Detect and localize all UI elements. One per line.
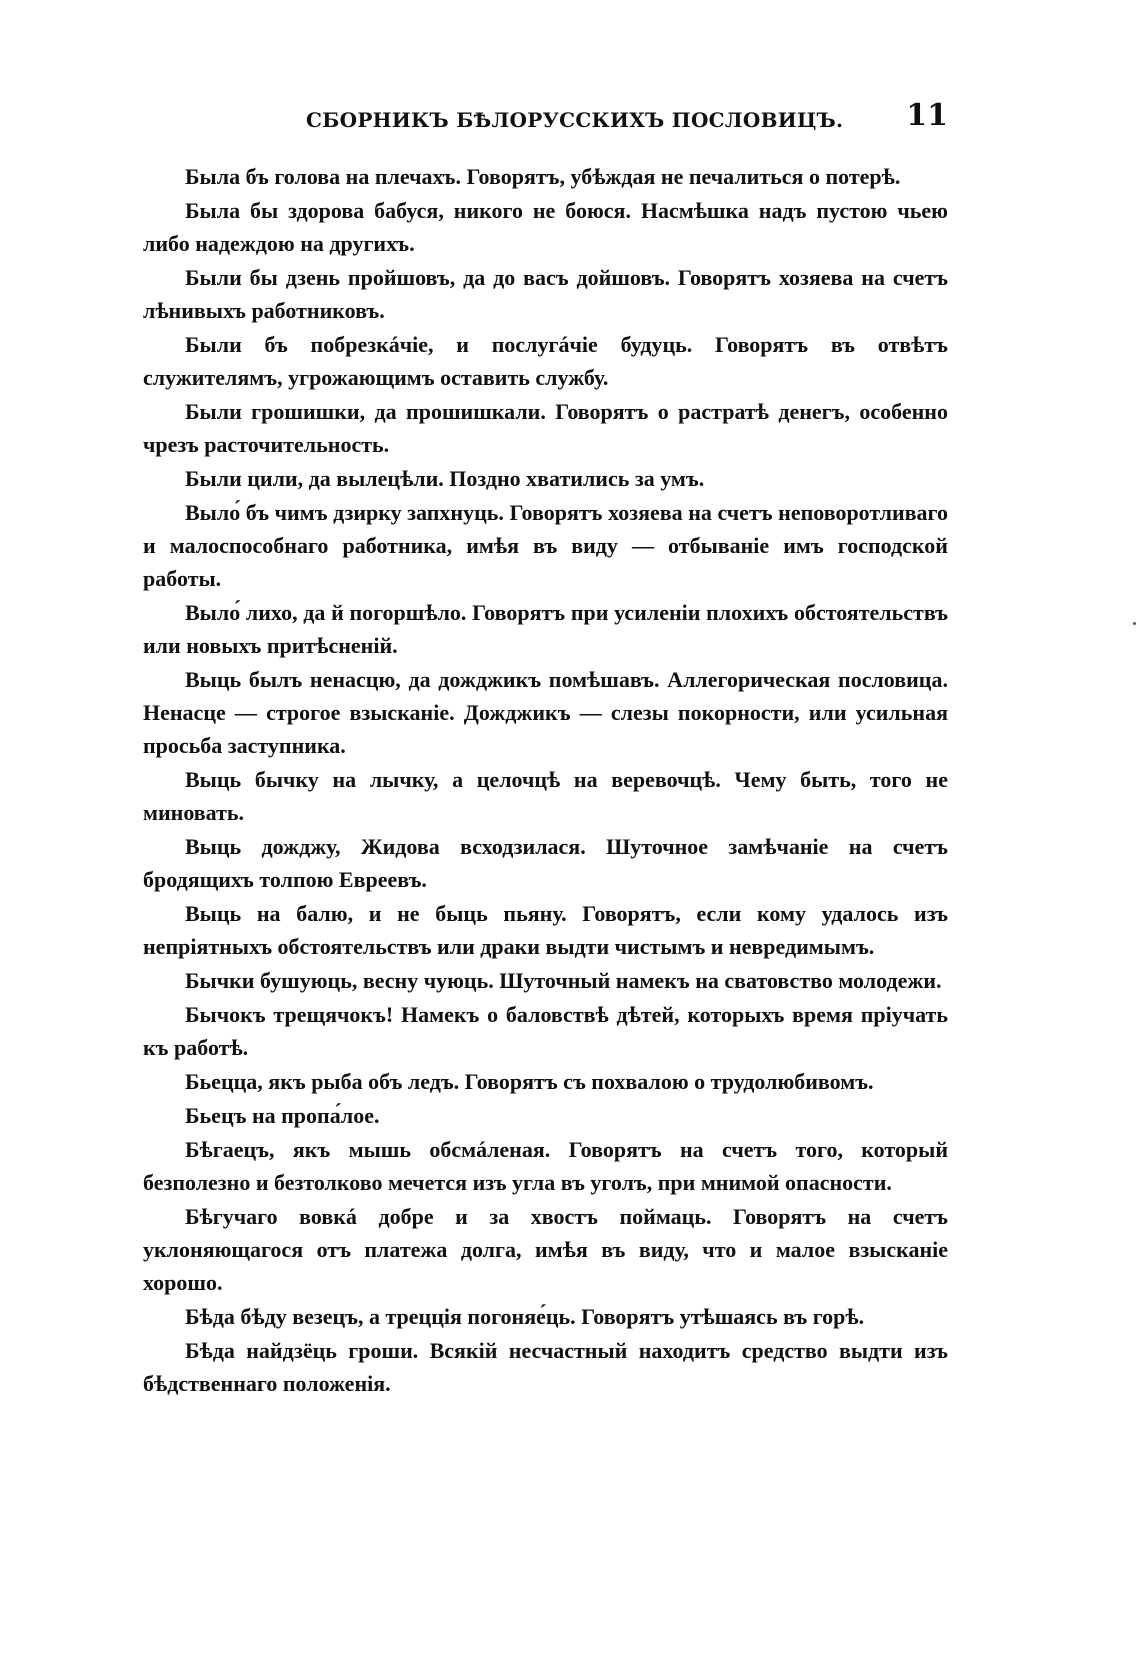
proverb-entry: Бычки бушуюць, весну чуюць. Шуточный намекъ на сватовство молодежи. — [185, 968, 942, 993]
proverb-entry: Были бы дзень пройшовъ, да до васъ дойшовъ. Говорятъ хозяева на счетъ лѣнивыхъ работниковъ. — [143, 265, 948, 323]
proverb-entry: Бѣда найдзёць гроши. Всякій несчастный находитъ средство выдти изъ бѣдственнаго положенія. — [143, 1338, 948, 1396]
proverb-entry: Выло́ бъ чимъ дзирку запхнуць. Говорятъ хозяева на счетъ неповоротливаго и малоспособнаго работника, имѣя въ виду — отбываніе имъ господской работы. — [143, 500, 948, 591]
proverb-entry: Были грошишки, да прошишкали. Говорятъ о растратѣ денегъ, особенно чрезъ расточительность. — [143, 399, 948, 457]
proverb-entry: Выць былъ ненасцю, да дожджикъ помѣшавъ. Аллегорическая пословица. Ненасце — строгое взысканіе. Дожджикъ — слезы покорности, или усильная просьба заступника. — [143, 667, 948, 758]
proverb-entry: Бѣгучаго вовкá добре и за хвостъ поймаць. Говорятъ на счетъ уклоняющагося отъ платежа долга, имѣя въ виду, что и малое взысканіе хорошо. — [143, 1204, 948, 1295]
running-title: СБОРНИКЪ БѢЛОРУССКИХЪ ПОСЛОВИЦЪ. — [306, 108, 844, 132]
proverb-entry: Были цили, да вылецѣли. Поздно хватились за умъ. — [185, 466, 705, 491]
proverb-entry: Бычокъ трещячокъ! Намекъ о баловствѣ дѣтей, которыхъ время пріучать къ работѣ. — [143, 1002, 948, 1060]
proverb-entry: Бѣгаецъ, якъ мышь обсмáленая. Говорятъ на счетъ того, который безполезно и безтолково мечется изъ угла въ уголъ, при мнимой опасности. — [143, 1137, 948, 1195]
margin-speck — [1133, 622, 1136, 625]
proverb-list — [143, 160, 948, 1401]
proverb-entry: Бьецца, якъ рыба объ ледъ. Говорятъ съ похвалою о трудолюбивомъ. — [185, 1069, 874, 1094]
page-number: 11 — [906, 98, 948, 133]
proverb-entry: Бьецъ на пропа́лое. — [185, 1103, 380, 1128]
page-header — [143, 98, 948, 138]
proverb-entry: Выць дожджу, Жидова всходзилася. Шуточное замѣчаніе на счетъ бродящихъ толпою Евреевъ. — [143, 834, 948, 892]
proverb-entry: Была бъ голова на плечахъ. Говорятъ, убѣждая не печалиться о потерѣ. — [185, 164, 901, 189]
proverb-entry: Выць на балю, и не быць пьяну. Говорятъ, если кому удалось изъ непріятныхъ обстоятельствъ или драки выдти чистымъ и невредимымъ. — [143, 901, 948, 959]
proverb-entry: Выць бычку на лычку, а целочцѣ на веревочцѣ. Чему быть, того не миновать. — [143, 767, 948, 825]
proverb-entry: Были бъ побрезкáчіе, и послугáчіе будуць. Говорятъ въ отвѣтъ служителямъ, угрожающимъ оставить службу. — [143, 332, 948, 390]
proverb-entry: Выло́ лихо, да й погоршѣло. Говорятъ при усиленіи плохихъ обстоятельствъ или новыхъ притѣсненій. — [143, 600, 948, 658]
proverb-entry: Бѣда бѣду везецъ, а трецція погоняе́ць. Говорятъ утѣшаясь въ горѣ. — [185, 1304, 865, 1329]
proverb-entry: Была бы здорова бабуся, никого не боюся. Насмѣшка надъ пустою чьею либо надеждою на другихъ. — [143, 198, 948, 256]
